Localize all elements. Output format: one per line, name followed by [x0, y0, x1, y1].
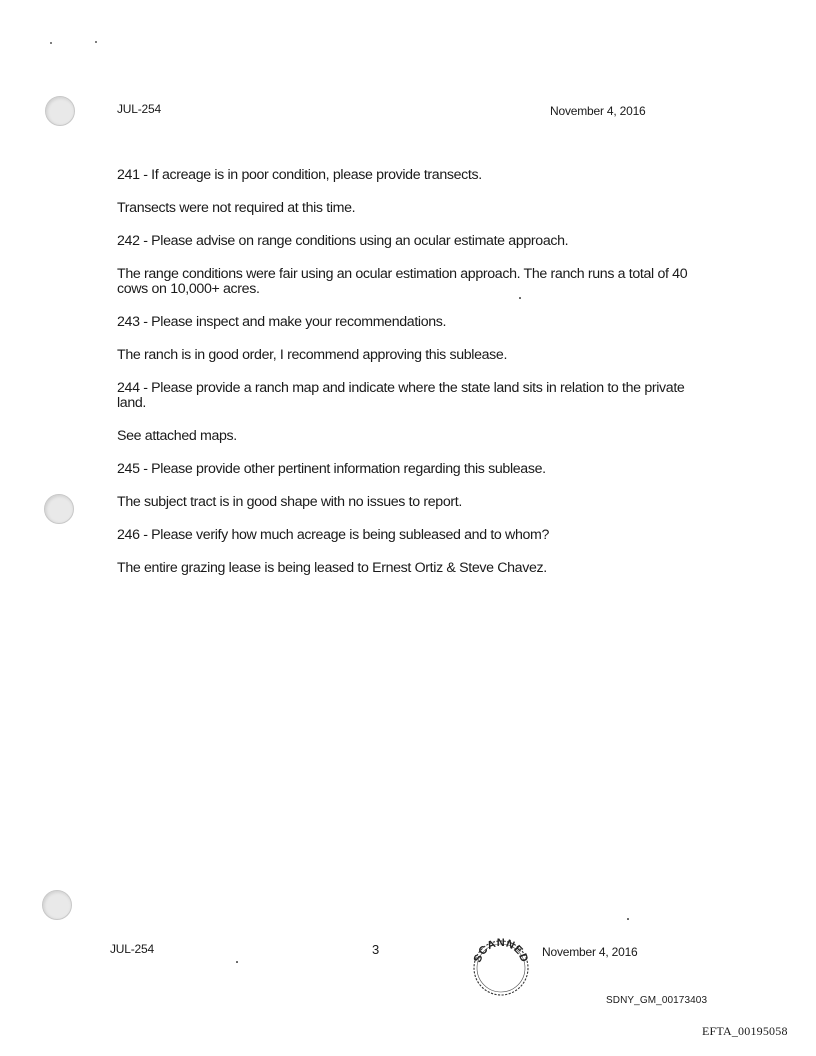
qa-list	[117, 168, 692, 576]
punch-hole-middle	[44, 494, 74, 524]
scan-speck	[50, 42, 52, 44]
bates-number: SDNY_GM_00173403	[606, 995, 708, 1006]
efta-id: EFTA_00195058	[702, 1024, 788, 1038]
answer-244: See attached maps.	[117, 428, 237, 444]
punch-hole-top	[45, 96, 75, 126]
question-242: 242 - Please advise on range conditions using an ocular estimate approach.	[117, 233, 569, 249]
answer-241: Transects were not required at this time.	[117, 200, 356, 216]
header-date: November 4, 2016	[550, 104, 646, 118]
scanned-stamp	[470, 936, 532, 998]
footer-page-number: 3	[372, 942, 380, 957]
question-245: 245 - Please provide other pertinent information regarding this sublease.	[117, 461, 546, 477]
footer-date: November 4, 2016	[542, 945, 638, 959]
question-241: 241 - If acreage is in poor condition, please provide transects.	[117, 167, 482, 183]
svg-text:SCANNED	[472, 937, 531, 964]
answer-243: The ranch is in good order, I recommend approving this sublease.	[117, 347, 508, 363]
footer-doc-id: JUL-254	[110, 942, 154, 956]
answer-246: The entire grazing lease is being leased to Ernest Ortiz & Steve Chavez.	[117, 560, 547, 576]
question-243: 243 - Please inspect and make your recommendations.	[117, 314, 447, 330]
scan-speck	[627, 918, 629, 920]
question-246: 246 - Please verify how much acreage is being subleased and to whom?	[117, 527, 550, 543]
answer-245: The subject tract is in good shape with no issues to report.	[117, 494, 462, 510]
punch-hole-bottom	[42, 890, 72, 920]
scan-speck	[95, 41, 97, 43]
answer-242: The range conditions were fair using an ocular estimation approach. The ranch runs a total of 40 cows on 10,000+ acres.	[117, 266, 688, 297]
header-doc-id: JUL-254	[117, 102, 161, 116]
question-244: 244 - Please provide a ranch map and indicate where the state land sits in relation to the private land.	[117, 380, 685, 411]
stamp-text: SCANNED	[471, 937, 531, 965]
scan-speck	[236, 961, 238, 963]
